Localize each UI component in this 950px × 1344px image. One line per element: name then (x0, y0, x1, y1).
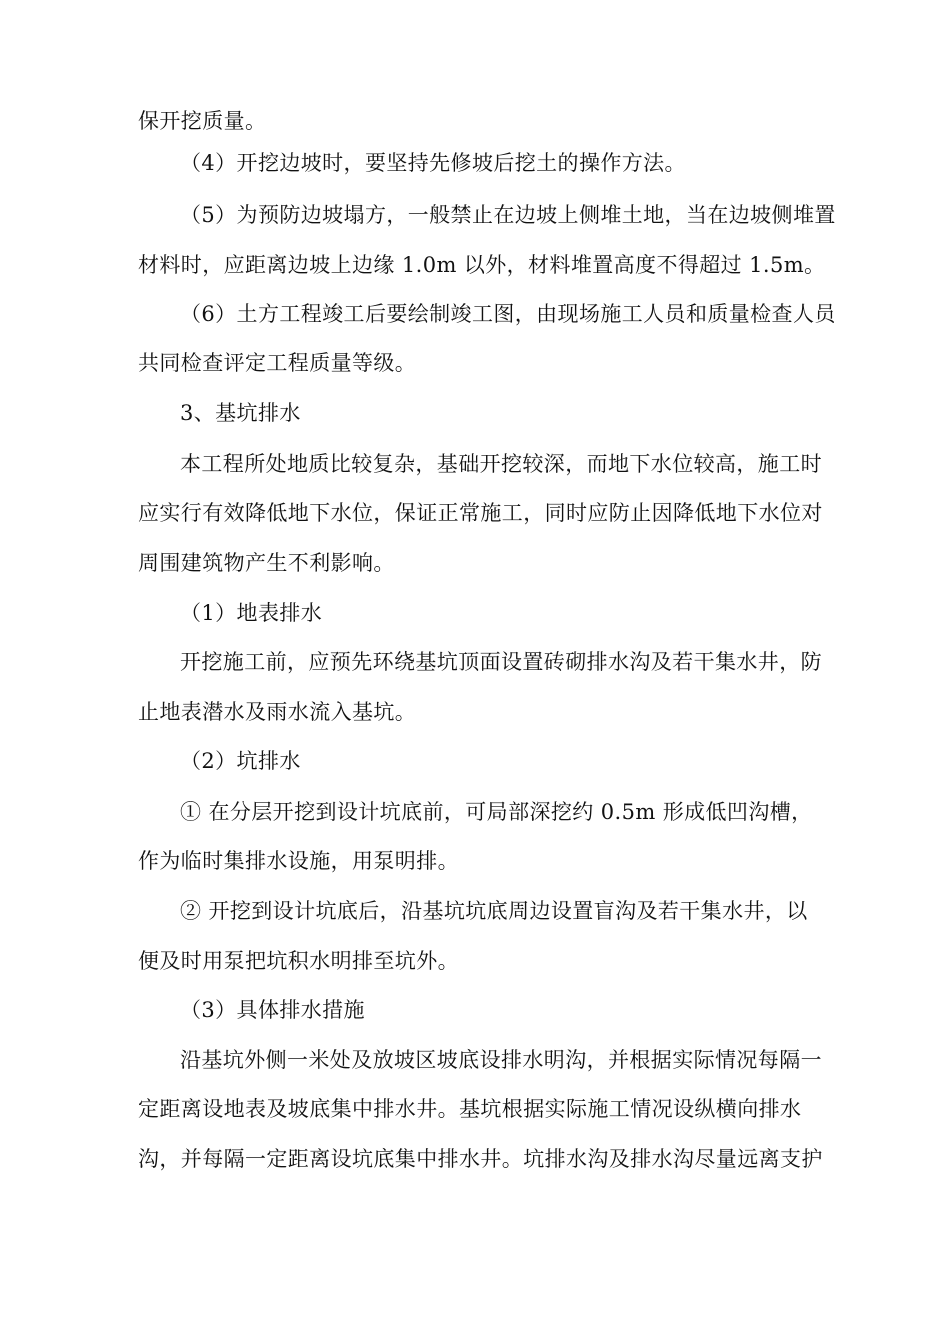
subsection-heading: （1）地表排水 (180, 601, 323, 625)
text-line: （5）为预防边坡塌方，一般禁止在边坡上侧堆土地，当在边坡侧堆置 (180, 203, 836, 227)
text-line: 开挖施工前，应预先环绕基坑顶面设置砖砌排水沟及若干集水井，防 (180, 650, 822, 674)
subsection-heading: （3）具体排水措施 (180, 998, 365, 1022)
section-heading: 3、基坑排水 (180, 401, 301, 425)
text-line: 保开挖质量。 (138, 109, 267, 133)
text-line: 沟，并每隔一定距离设坑底集中排水井。坑排水沟及排水沟尽量远离支护 (138, 1147, 823, 1171)
text-line: 本工程所处地质比较复杂，基础开挖较深，而地下水位较高，施工时 (180, 452, 822, 476)
text-line: 作为临时集排水设施，用泵明排。 (138, 849, 459, 873)
text-line: 止地表潜水及雨水流入基坑。 (138, 700, 417, 724)
text-line: 材料时，应距离边坡上边缘 1.0m 以外，材料堆置高度不得超过 1.5m。 (138, 253, 826, 277)
text-line: 周围建筑物产生不利影响。 (138, 551, 395, 575)
text-line: 定距离设地表及坡底集中排水井。基坑根据实际施工情况设纵横向排水 (138, 1097, 802, 1121)
text-line: ① 在分层开挖到设计坑底前，可局部深挖约 0.5m 形成低凹沟槽， (180, 800, 813, 824)
text-line: 共同检查评定工程质量等级。 (138, 351, 417, 375)
text-line: 沿基坑外侧一米处及放坡区坡底设排水明沟，并根据实际情况每隔一 (180, 1048, 822, 1072)
text-line: （4）开挖边坡时，要坚持先修坡后挖土的操作方法。 (180, 151, 686, 175)
text-line: ② 开挖到设计坑底后，沿基坑坑底周边设置盲沟及若干集水井，以 (180, 899, 808, 923)
text-line: 应实行有效降低地下水位，保证正常施工，同时应防止因降低地下水位对 (138, 501, 823, 525)
subsection-heading: （2）坑排水 (180, 749, 301, 773)
text-line: 便及时用泵把坑积水明排至坑外。 (138, 949, 459, 973)
text-line: （6）土方工程竣工后要绘制竣工图，由现场施工人员和质量检查人员 (180, 302, 836, 326)
